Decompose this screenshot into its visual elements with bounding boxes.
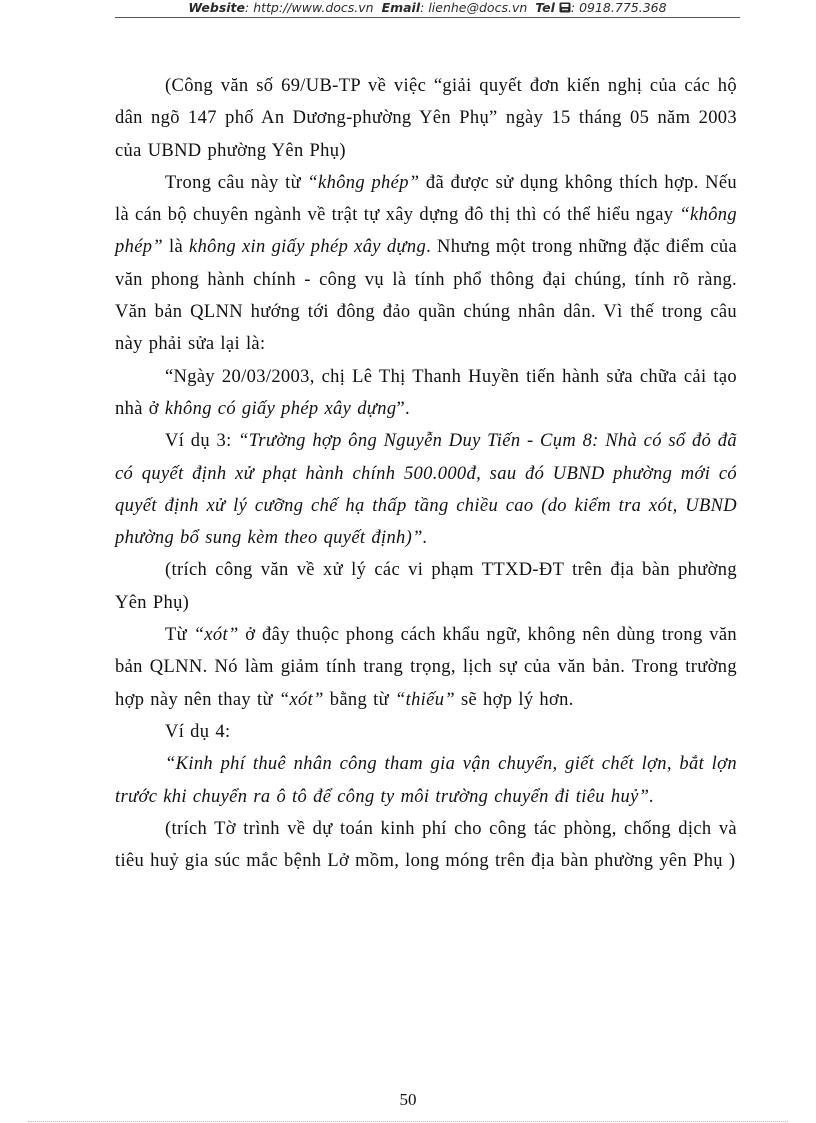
quoted-term: “không phép” (307, 172, 420, 193)
tel-label: Tel (535, 0, 555, 15)
quoted-term: không có giấy phép xây dựng (164, 398, 397, 419)
quoted-term: “không phép” (115, 205, 737, 258)
paragraph-citation-2: (trích công văn về xử lý các vi phạm TTXD-ĐT trên địa bàn phường Yên Phụ) (115, 560, 737, 613)
page-number: 50 (399, 1090, 417, 1109)
text-run: “Ngày 20/03/2003, chị Lê Thị Thanh Huyền tiến hành sửa chữa cải tạo nhà ở (115, 366, 737, 419)
text-run: bằng từ (323, 689, 395, 710)
text-run: Trong câu này từ (165, 172, 308, 193)
header-divider (115, 17, 740, 18)
text-run: . Nhưng một trong những đặc điểm của văn phong hành chính - công vụ là tính phổ thông đại chúng, tính rõ ràng. Văn bản QLNN hướng tới đông đảo quần chúng nhân dân. Vì thế trong câu này phải sửa lại là: (115, 237, 738, 355)
paragraph-analysis-1 (115, 167, 737, 361)
quoted-term: không xin giấy phép xây dựng (189, 237, 427, 258)
quoted-term: “xót” (278, 689, 324, 710)
email-value: : lienhe@docs.vn (420, 0, 528, 15)
page-header (115, 0, 740, 18)
example-label: Ví dụ 3: (165, 431, 239, 452)
text-run: ở đây thuộc phong cách khẩu ngữ, không nên dùng trong văn bản QLNN. Nó làm giảm tính trang trọng, lịch sự của văn bản. Trong trường hợp này nên thay từ (115, 625, 737, 710)
text-run: Từ (165, 625, 194, 646)
quoted-term: “xót” (193, 625, 239, 646)
example-4-label: Ví dụ 4: (165, 721, 231, 742)
text-run: sẽ hợp lý hơn. (454, 689, 574, 710)
paragraph-correction (115, 361, 737, 426)
page-body (115, 70, 737, 877)
text-run: ”. (396, 398, 410, 419)
example-4-quote (115, 748, 737, 813)
paragraph-citation-1: (Công văn số 69/UB-TP về việc “giải quyết đơn kiến nghị của các hộ dân ngõ 147 phố An Dương-phường Yên Phụ” ngày 15 tháng 05 năm 2003 của UBND phường Yên Phụ) (115, 76, 737, 161)
website-label: Website (188, 0, 246, 15)
email-label: Email (381, 0, 421, 15)
text-run: đã được sử dụng không thích hợp. Nếu là cán bộ chuyên ngành về trật tự xây dựng đô thị thì có thể hiểu ngay (115, 172, 738, 226)
paragraph-citation-3: (trích Tờ trình về dự toán kinh phí cho công tác phòng, chống dịch và tiêu huỷ gia súc mắc bệnh Lở mồm, long móng trên địa bàn phường yên Phụ ) (115, 818, 737, 872)
text-run: là (163, 237, 190, 258)
phone-icon (559, 1, 571, 17)
example-quote: “Trường hợp ông Nguyễn Duy Tiến - Cụm 8: Nhà có sổ đỏ đã có quyết định xử phạt hành chính 500.000đ, sau đó UBND phường mới có quyết định xử lý cưỡng chế hạ thấp tầng chiều cao (do kiểm tra xót, UBND phường bổ sung kèm theo quyết định)”. (115, 431, 737, 549)
paragraph-analysis-2 (115, 619, 737, 716)
tel-value: : 0918.775.368 (570, 0, 667, 15)
paragraph-example-3 (115, 425, 737, 554)
website-value: : http://www.docs.vn (245, 0, 374, 15)
example-quote: “Kinh phí thuê nhân công tham gia vận chuyển, giết chết lợn, bắt lợn trước khi chuyển ra ô tô để công ty môi trường chuyển đi tiêu huỷ”. (115, 754, 737, 807)
footer-divider (28, 1121, 788, 1122)
quoted-term: “thiếu” (394, 689, 455, 710)
